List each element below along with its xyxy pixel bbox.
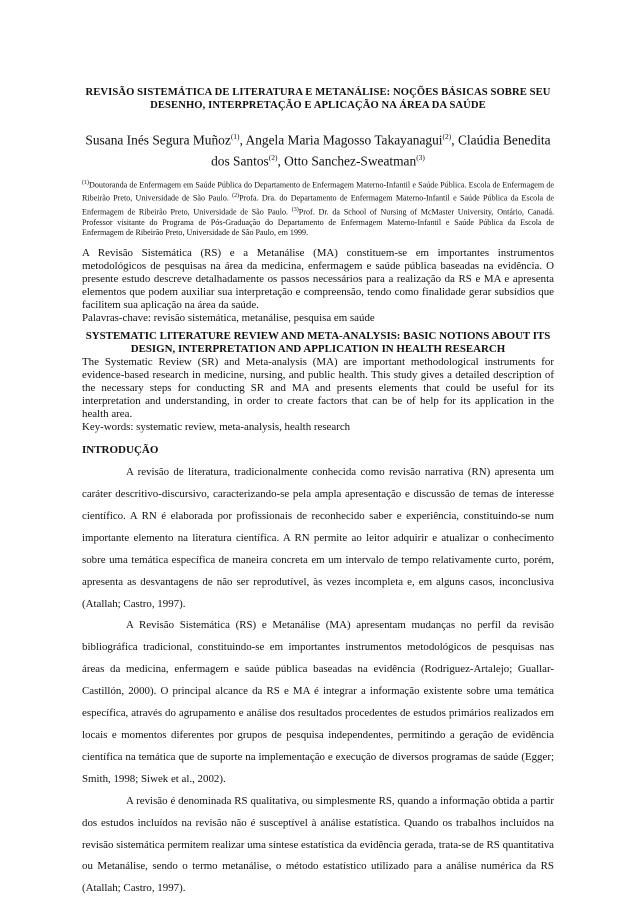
affiliation-marker: (1): [82, 179, 89, 186]
body-paragraph: A Revisão Sistemática (RS) e Metanálise (MA) apresentam mudanças no perfil da revisão bibliográfica tradicional, constituindo-se em importantes instrumentos metodológicos de pesquisas nas áreas da medicina, enfermagem e saúde pública baseadas na evidência (Rodriguez-Artalejo; Guallar-Castillón, 2000). O principal alcance da RS e MA é integrar a informação existente sobre uma temática específica, através do agrupamento e análise dos resultados procedentes de estudos primários realizados em locais e momentos diferentes por grupos de pesquisa independentes, permitindo a geração de evidência científica na temática que de suporte na implementação e execução de diversos programas de saúde (Egger; Smith, 1998; Siwek et al., 2002).: [82, 619, 554, 785]
affiliation-marker: (2): [442, 132, 452, 141]
affiliations: [82, 178, 554, 239]
body-paragraph: A revisão é denominada RS qualitativa, ou simplesmente RS, quando a informação obtida a partir dos estudos incluídos na revisão não é susceptível à análise estatística. Quando os trabalhos incluídos na revisão sistemática permitem realizar uma síntese estatística da evidência gerada, trata-se de RS quantitativa ou Metanálise, sendo o termo metanálise, o método estatístico utilizado para a análise numérica da RS (Atallah; Castro, 1997).: [82, 794, 554, 895]
author-list: [82, 128, 554, 171]
affiliation-marker: (2): [268, 153, 278, 163]
body-paragraph: A revisão de literatura, tradicionalmente conhecida como revisão narrativa (RN) apresenta um caráter descritivo-discursivo, caracterizando-se pela ampla apresentação e discussão de temas de interesse científico. A RN é elaborada por profissionais de reconhecido saber e experiência, constituindo-se num importante elemento na literatura científica. A RN permite ao leitor adquirir e atualizar o conhecimento sobre uma temática específica de maneira concreta em um intervalo de tempo relativamente curto, porém, apresenta as desvantagens de não ser reprodutível, às vezes incompleta e, em alguns casos, inconclusiva (Atallah; Castro, 1997).: [82, 466, 554, 610]
affiliation-text: Profa. Dra. do Departamento de Enfermagem Materno-Infantil e Saúde Pública da Escola de Enfermagem de Ribeirão Preto, Universidade de São Paulo.: [82, 193, 554, 217]
section-heading-introduction: INTRODUÇÃO: [82, 444, 159, 457]
affiliation-marker: (3): [291, 206, 299, 213]
title-english: SYSTEMATIC LITERATURE REVIEW AND META-ANALYSIS: BASIC NOTIONS ABOUT ITS DESIGN, INTERPRETATION AND APPLICATION IN HEALTH RESEARCH: [85, 329, 551, 355]
abstract-english: The Systematic Review (SR) and Meta-analysis (MA) are important methodological instruments for evidence-based research in medicine, nursing, and public health. This study gives a detailed description of the necessary steps for conducting SR and MA and presents elements that could be useful for its interpretation and understanding, in order to create factors that can be of help for its application in the health area.: [82, 355, 554, 420]
title-portuguese: REVISÃO SISTEMÁTICA DE LITERATURA E METANÁLISE: NOÇÕES BÁSICAS SOBRE SEU DESENHO, INTERPRETAÇÃO E APLICAÇÃO NA ÁREA DA SAÚDE: [85, 87, 551, 111]
author-name: Susana Inés Segura Muñoz: [85, 132, 231, 148]
author-name: , Otto Sanchez-Sweatman: [277, 153, 417, 169]
affiliation-text: Doutoranda de Enfermagem em Saúde Pública do Departamento de Enfermagem Materno-Infantil e Saúde Pública. Escola de Enfermagem de Ribeirão Preto, Universidade de São Paulo.: [82, 180, 554, 203]
author-name: , Angela Maria Magosso Takayanagui: [239, 132, 443, 148]
article-page: [82, 86, 554, 900]
abstract-portuguese: A Revisão Sistemática (RS) e a Metanálise (MA) constituem-se em importantes instrumentos metodológicos de pesquisas na área da medicina, enfermagem e saúde pública baseadas na evidência. O presente estudo descreve detalhadamente os passos necessários para a realização da RS e MA e apresenta elementos que podem auxiliar sua interpretação e compreensão, tendo como finalidade gerar subsídios que facilitem sua aplicação na área da saúde.: [82, 246, 554, 312]
affiliation-marker: (2): [232, 193, 240, 200]
affiliation-text: Prof. Dr. da School of Nursing of McMaster University, Ontário, Canadá. Professor visitante do Programa de Pós-Graduação do Departamento de Enfermagem Materno-Infantil e Saúde Pública da Escola de Enfermagem de Ribeirão Preto, Universidade de São Paulo, em 1999.: [82, 207, 554, 238]
keywords-portuguese: Palavras-chave: revisão sistemática, metanálise, pesquisa em saúde: [82, 312, 375, 325]
affiliation-marker: (3): [416, 153, 425, 163]
affiliation-marker: (1): [230, 132, 240, 141]
keywords-english: Key-words: systematic review, meta-analysis, health research: [82, 421, 351, 433]
author-name: , Claúdia Benedita dos Santos: [211, 132, 551, 169]
